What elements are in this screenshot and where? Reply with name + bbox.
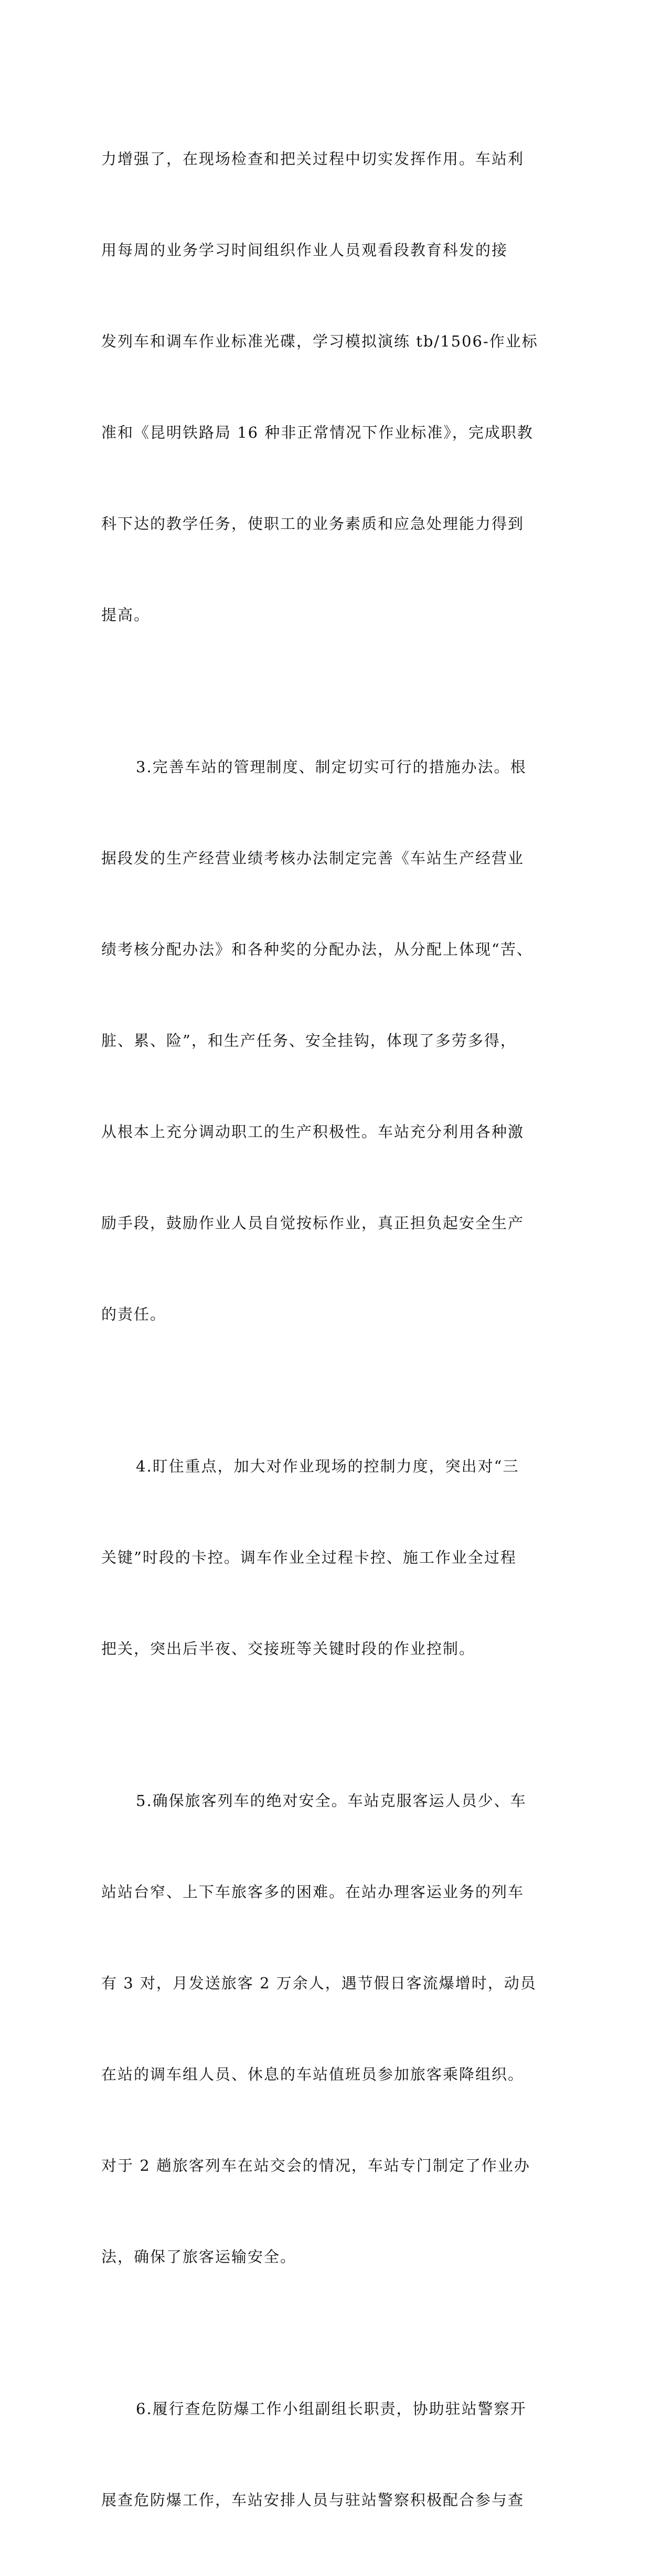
text-line: 发列车和调车作业标准光碟，学习模拟演练 tb/1506-作业标 <box>101 332 538 350</box>
document-body <box>101 83 552 2576</box>
text-line: 的责任。 <box>101 1305 167 1323</box>
text-line: 据段发的生产经营业绩考核办法制定完善《车站生产经营业 <box>101 849 525 867</box>
text-line: 提高。 <box>101 606 151 624</box>
text-line: 用每周的业务学习时间组织作业人员观看段教育科发的接 <box>101 241 508 259</box>
text-line: 励手段，鼓励作业人员自觉按标作业，真正担负起安全生产 <box>101 1214 525 1232</box>
text-line: 法，确保了旅客运输安全。 <box>101 2248 297 2266</box>
paragraph-3 <box>101 1390 552 1725</box>
text-line: 有 3 对，月发送旅客 2 万余人，遇节假日客流爆增时，动员 <box>101 1974 537 1992</box>
text-line: 展查危防爆工作，车站安排人员与驻站警察积极配合参与查 <box>101 2491 525 2509</box>
text-line: 力增强了，在现场检查和把关过程中切实发挥作用。车站利 <box>101 150 525 168</box>
text-line: 站站台窄、上下车旅客多的困难。在站办理客运业务的列车 <box>101 1883 525 1901</box>
paragraph-4 <box>101 1725 552 2333</box>
text-line: 把关，突出后半夜、交接班等关键时段的作业控制。 <box>101 1640 476 1658</box>
text-line: 从根本上充分调动职工的生产积极性。车站充分利用各种激 <box>101 1123 525 1141</box>
paragraph-2 <box>101 691 552 1390</box>
text-line: 绩考核分配办法》和各种奖的分配办法，从分配上体现“苦、 <box>101 940 533 958</box>
text-line: 脏、累、险”，和生产任务、安全挂钩，体现了多劳多得， <box>101 1032 517 1049</box>
text-line: 在站的调车组人员、休息的车站值班员参加旅客乘降组织。 <box>101 2065 525 2083</box>
text-line: 6.履行查危防爆工作小组副组长职责，协助驻站警察开 <box>136 2400 527 2418</box>
text-line: 3.完善车站的管理制度、制定切实可行的措施办法。根 <box>136 758 527 776</box>
paragraph-1 <box>101 83 552 691</box>
text-line: 准和《昆明铁路局 16 种非正常情况下作业标准》，完成职教 <box>101 424 533 441</box>
text-line: 5.确保旅客列车的绝对安全。车站克服客运人员少、车 <box>136 1792 527 1810</box>
text-line: 关键”时段的卡控。调车作业全过程卡控、施工作业全过程 <box>101 1549 517 1566</box>
text-line: 对于 2 趟旅客列车在站交会的情况，车站专门制定了作业办 <box>101 2157 530 2174</box>
text-line: 科下达的教学任务，使职工的业务素质和应急处理能力得到 <box>101 515 525 533</box>
text-line: 4.盯住重点，加大对作业现场的控制力度，突出对“三 <box>136 1457 519 1475</box>
paragraph-5 <box>101 2333 552 2576</box>
